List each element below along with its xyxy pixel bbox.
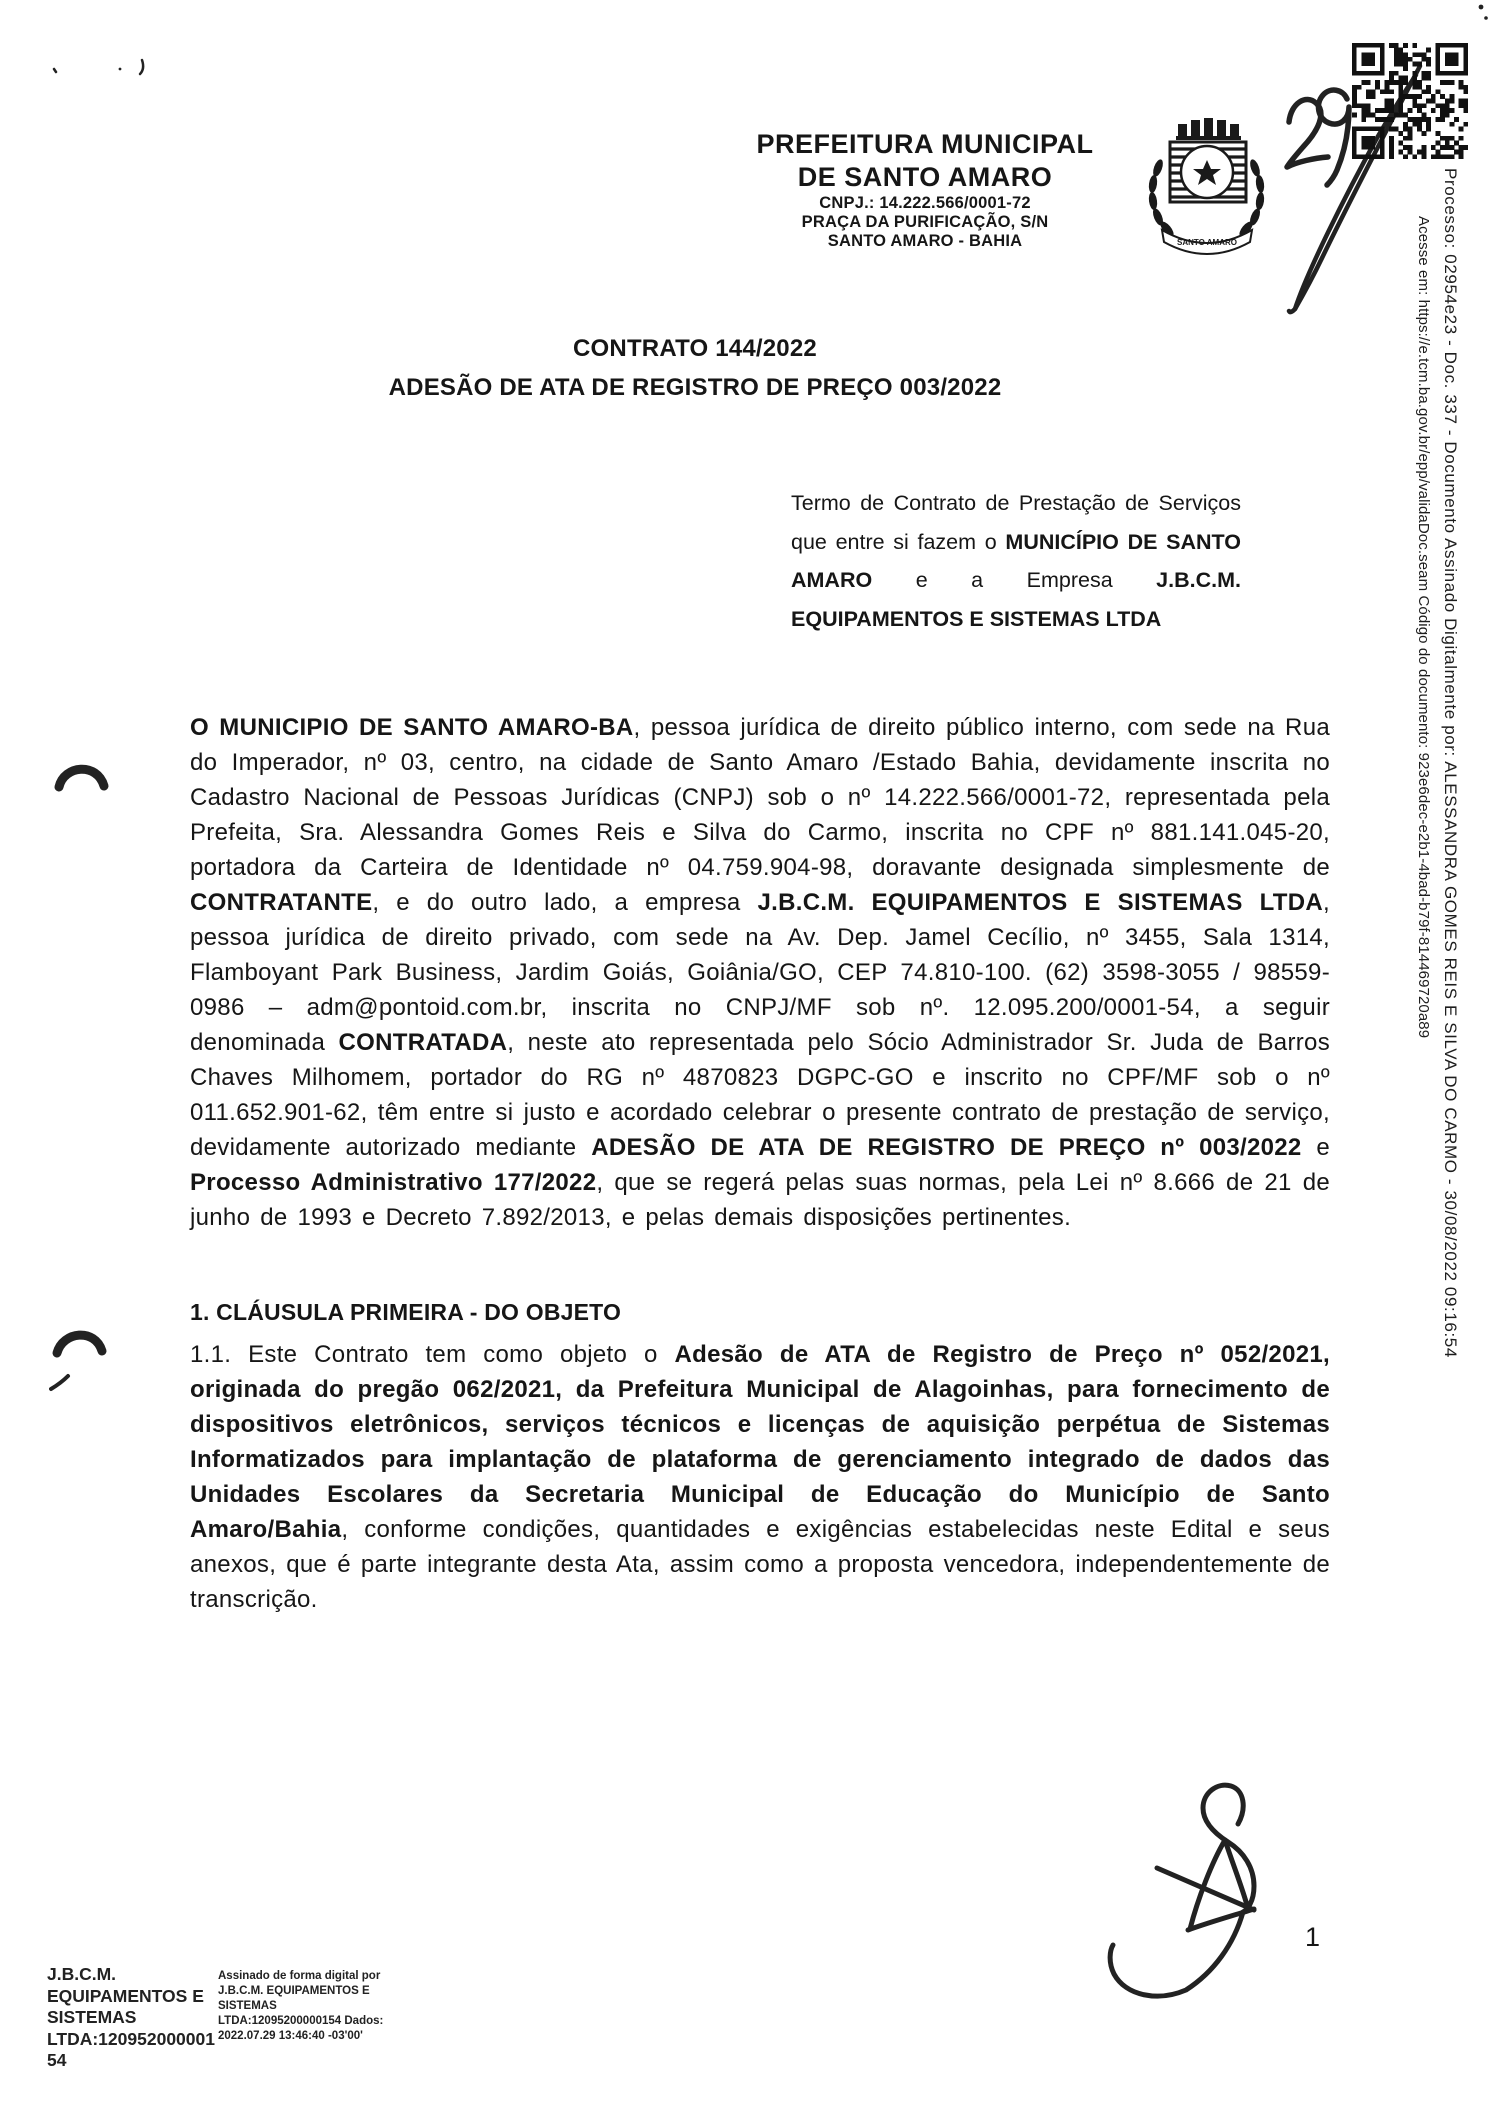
stamp-processo-line: Processo: 02954e23 - Doc. 337 - Documento Assinado Digitalmente por: ALESSANDRA GOMES REIS E SILVA DO CARMO - 30/08/2022 09:16:54 (1441, 168, 1460, 1358)
margin-mark-1 (59, 769, 104, 787)
scan-specks (54, 5, 1488, 74)
clause-1-1-paragraph: 1.1. Este Contrato tem como objeto o Adesão de ATA de Registro de Preço nº 052/2021, originada do pregão 062/2021, da Prefeitura Municipal de Alagoinhas, para fornecimento de dispositivos eletrônicos, serviços técnicos e licenças de aquisição perpétua de Sistemas Informatizados para implantação de plataforma de gerenciamento integrado de dados das Unidades Escolares da Secretaria Municipal de Educação do Município de Santo Amaro/Bahia, conforme condições, quantidades e exigências estabelecidas neste Edital e seus anexos, que é parte integrante desta Ata, assim como a proposta vencedora, independentemente de transcrição. (190, 1341, 1330, 1613)
parties-paragraph: O MUNICIPIO DE SANTO AMARO-BA, pessoa jurídica de direito público interno, com sede na Rua do Imperador, nº 03, centro, na cidade de Santo Amaro /Estado Bahia, devidamente inscrita no Cadastro Nacional de Pessoas Jurídicas (CNPJ) sob o nº 14.222.566/0001-72, representada pela Prefeita, Sra. Alessandra Gomes Reis e Silva do Carmo, inscrita no CPF nº 881.141.045-20, portadora da Carteira de Identidade nº 04.759.904-98, doravante designada simplesmente de CONTRATANTE, e do outro lado, a empresa J.B.C.M. EQUIPAMENTOS E SISTEMAS LTDA, pessoa jurídica de direito privado, com sede na Av. Dep. Jamel Cecílio, nº 3455, Sala 1314, Flamboyant Park Business, Jardim Goiás, Goiânia/GO, CEP 74.810-100. (62) 3598-3055 / 98559-0986 – adm@pontoid.com.br, inscrita no CNPJ/MF sob nº. 12.095.200/0001-54, a seguir denominada CONTRATADA, neste ato representada pelo Sócio Administrador Sr. Juda de Barros Chaves Milhomem, portador do RG nº 4870823 DGPC-GO e inscrito no CPF/MF sob o nº 011.652.901-62, têm entre si justo e acordado celebrar o presente contrato de prestação de serviço, devidamente autorizado mediante ADESÃO DE ATA DE REGISTRO DE PREÇO nº 003/2022 e Processo Administrativo 177/2022, que se regerá pelas suas normas, pela Lei nº 8.666 de 21 de junho de 1993 e Decreto 7.892/2013, e pelas demais disposições pertinentes. (190, 714, 1331, 1231)
handwritten-signature (1110, 1785, 1254, 1996)
contract-title (95, 329, 1295, 407)
contract-title-line2: ADESÃO DE ATA DE REGISTRO DE PREÇO 003/2022 (388, 374, 1002, 401)
margin-mark-2 (51, 1335, 102, 1389)
clause-1-heading: 1. CLÁUSULA PRIMEIRA - DO OBJETO (190, 1299, 622, 1325)
org-name-line1: PREFEITURA MUNICIPAL (756, 129, 1094, 159)
contract-title-line1: CONTRATO 144/2022 (573, 335, 817, 362)
letterhead (725, 128, 1125, 251)
address-line: PRAÇA DA PURIFICAÇÃO, S/N (801, 213, 1049, 231)
coat-of-arms-banner-text: SANTO AMARO (1177, 238, 1237, 247)
page-number: 1 (1305, 1922, 1321, 1952)
qr-code-icon (1352, 42, 1468, 160)
preamble-paragraph: Termo de Contrato de Prestação de Serviços que entre si fazem o MUNICÍPIO DE SANTO AMARO e a Empresa J.B.C.M. EQUIPAMENTOS E SISTEMAS LTDA (791, 491, 1242, 631)
coat-of-arms-icon (1140, 116, 1270, 266)
stamp-acesse-line: Acesse em: https://e.tcm.ba.gov.br/epp/validaDoc.seam Código do documento: 923e6dec-e2b1-4bad-b79f-814469720a89 (1415, 216, 1432, 1039)
city-line: SANTO AMARO - BAHIA (827, 232, 1023, 250)
digital-signature-name: J.B.C.M. EQUIPAMENTOS E SISTEMAS LTDA:12095200000154 (47, 1964, 215, 2070)
digital-signature-details: Assinado de forma digital por J.B.C.M. EQUIPAMENTOS E SISTEMAS LTDA:12095200000154 Dados: 2022.07.29 13:46:40 -03'00' (218, 1970, 384, 2042)
org-name-line2: DE SANTO AMARO (797, 162, 1053, 192)
handwritten-29-mark (1287, 90, 1349, 185)
cnpj-line: CNPJ.: 14.222.566/0001-72 (819, 194, 1031, 212)
